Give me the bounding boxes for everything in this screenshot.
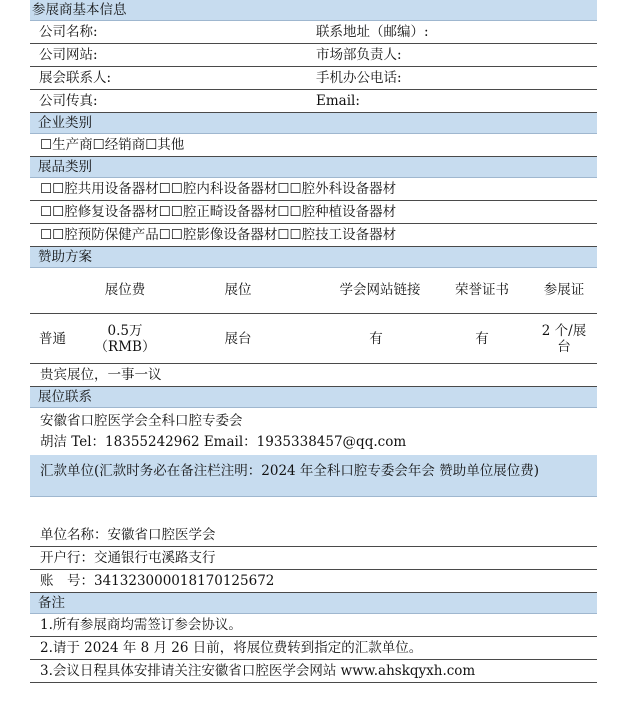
company-fax-label: 公司传真: [39,93,98,109]
col-header-booth: 展位 [224,282,252,298]
section-header-remittance [30,455,597,497]
info-row [30,44,597,67]
note-3: 3.会议日程具体安排请关注安徽省口腔医学会网站 www.ahskqyxh.com [40,663,476,679]
section-header-booth-contact: 展位联系 [30,387,597,408]
note-item [30,660,597,683]
contact-organization: 安徽省口腔医学会全科口腔专委会 [40,413,243,429]
address-label: 联系地址（邮编）: [316,24,429,40]
remittance-row [30,524,597,547]
remittance-row [30,547,597,570]
email-label: Email: [316,93,360,109]
booth-fee-amount: 0.5万 [107,323,143,339]
product-type-row [30,201,597,224]
section-header-notes: 备注 [30,593,597,614]
badge-count: 2 个/展 [541,323,587,339]
note-1: 1.所有参展商均需签订参会协议。 [40,617,242,633]
badge-unit: 台 [557,339,571,355]
marketing-head-label: 市场部负责人: [316,47,402,63]
product-type-row [30,224,597,247]
registration-form [30,0,597,683]
booth-contact-block [30,408,597,455]
fair-contact-label: 展会联系人: [39,70,112,86]
company-website-label: 公司网站: [39,47,98,63]
section-header-company-type: 企业类别 [30,113,597,134]
col-header-website-link: 学会网站链接 [339,282,421,298]
remittance-row [30,570,597,593]
col-header-fee: 展位费 [104,282,146,298]
info-row [30,90,597,113]
product-checkboxes-3[interactable]: ☐☐腔预防保健产品☐☐腔影像设备器材☐☐腔技工设备器材 [40,227,397,243]
company-type-row [30,134,597,157]
company-name-label: 公司名称: [39,24,98,40]
info-row [30,21,597,44]
section-header-exhibitor-info: 参展商基本信息 [30,0,597,21]
certificate-value: 有 [475,331,489,347]
company-type-checkboxes[interactable]: ☐生产商☐经销商☐其他 [40,137,185,153]
website-link-value: 有 [369,331,383,347]
sponsorship-table-row [30,314,597,364]
bank-name: 开户行：交通银行屯溪路支行 [40,550,216,566]
vip-booth-row [30,364,597,387]
remittance-title: 汇款单位(汇款时务必在备注栏注明：2024 年全科口腔专委会年会 赞助单位展位费) [40,463,539,479]
booth-value: 展台 [224,331,252,347]
contact-person-details: 胡洁 Tel：18355242962 Email：1935338457@qq.com [40,434,407,450]
sponsorship-table-header [30,268,597,314]
note-item [30,614,597,637]
spacer-row [30,497,597,524]
product-checkboxes-2[interactable]: ☐☐腔修复设备器材☐☐腔正畸设备器材☐☐腔种植设备器材 [40,204,397,220]
info-row [30,67,597,90]
sponsor-type: 普通 [39,331,66,347]
col-header-badge: 参展证 [543,282,585,298]
product-checkboxes-1[interactable]: ☐☐腔共用设备器材☐☐腔内科设备器材☐☐腔外科设备器材 [40,181,397,197]
account-number: 账 号：341323000018170125672 [40,573,275,589]
section-header-sponsorship: 赞助方案 [30,247,597,268]
note-item [30,637,597,660]
col-header-certificate: 荣誉证书 [455,282,509,298]
mobile-phone-label: 手机办公电话: [316,70,402,86]
booth-fee-currency: （RMB） [94,339,156,355]
note-2: 2.请于 2024 年 8 月 26 日前，将展位费转到指定的汇款单位。 [40,640,423,656]
product-type-row [30,178,597,201]
vip-booth-note: 贵宾展位，一事一议 [40,367,162,383]
account-name: 单位名称：安徽省口腔医学会 [40,527,216,543]
section-header-product-type: 展品类别 [30,157,597,178]
